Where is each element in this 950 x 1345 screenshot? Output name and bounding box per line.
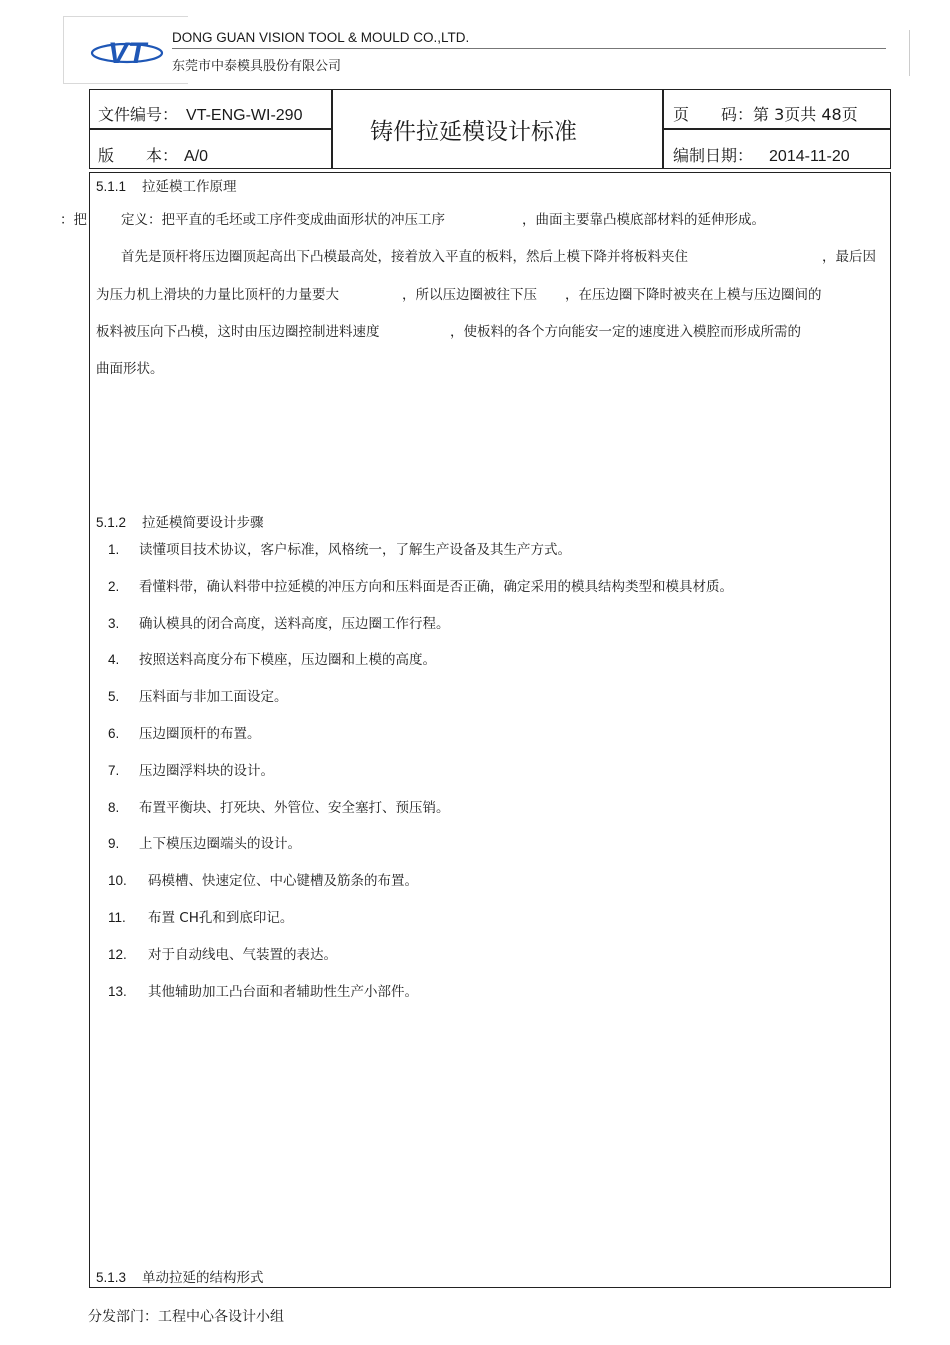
list-item-text: 压边圈顶杆的布置。 [139,726,261,742]
date-cell [673,143,850,166]
list-item-number: 5. [108,689,120,705]
list-item-text: 对于自动线电、气装置的表达。 [148,946,337,963]
list-item [108,943,337,963]
list-item-number: 7. [108,762,120,778]
company-name-english: DONG GUAN VISION TOOL & MOULD CO.,LTD. [172,30,470,45]
section-title: 拉延模简要设计步骤 [142,515,264,531]
section-heading-513 [96,1266,264,1286]
list-item-text: 布置平衡块、打死块、外管位、安全塞打、预压销。 [139,799,450,816]
list-item-number: 13. [108,983,127,999]
list-item-text: 读懂项目技术协议，客户标准，风格统一，了解生产设备及其生产方式。 [139,542,571,558]
page-edge-mark [909,30,910,76]
list-item-text: 确认模具的闭合高度，送料高度，压边圈工作行程。 [139,615,450,632]
version-cell [98,143,208,166]
company-name-chinese: 东莞市中泰模具股份有限公司 [172,59,342,74]
list-item-number: 9. [108,836,120,852]
list-item [108,575,733,595]
page-label: 页 码： [673,105,754,124]
document-header-table [89,89,891,169]
date-label: 编制日期： [673,146,754,165]
list-item [108,796,450,816]
list-item-number: 3. [108,615,120,631]
header-divider [331,90,333,168]
principle-line-1b: ，最后因 [822,249,876,265]
section-heading-512 [96,511,264,531]
section-title: 单动拉延的结构形式 [142,1270,264,1286]
date-value: 2014-11-20 [769,148,850,165]
principle-line-3b: ，使板料的各个方向能安一定的速度进入模腔而形成所需的 [450,324,801,340]
list-item [108,722,261,742]
letterhead-rule [172,48,886,49]
list-item-number: 12. [108,946,127,962]
list-item-text: 布置 CH孔和到底印记。 [148,910,294,926]
list-item-number: 6. [108,726,120,741]
principle-line-3a: 板料被压向下凸模，这时由压边圈控制进料速度 [96,324,380,340]
definition-text-b: ，曲面主要靠凸模底部材料的延伸形成。 [522,212,765,228]
list-item-text: 其他辅助加工凸台面和者辅助性生产小部件。 [148,983,418,1000]
company-logo [90,36,164,70]
list-item-text: 码模槽、快速定位、中心键槽及筋条的布置。 [148,873,418,890]
page-cell [673,102,858,125]
list-item [108,832,301,852]
list-item-number: 4. [108,652,120,668]
section-number: 5.1.3 [96,1270,127,1285]
principle-line-2a: 为压力机上滑块的力量比顶杆的力量要大 [96,287,339,303]
list-item-text: 上下模压边圈端头的设计。 [139,836,301,853]
page-value: 第 3页共 48页 [753,105,858,124]
list-item-number: 8. [108,799,120,815]
version-value: A/0 [184,148,209,165]
list-item [108,759,274,779]
header-divider [662,128,890,130]
section-title: 拉延模工作原理 [142,179,237,195]
list-item [108,869,418,889]
distribution-footer: 分发部门：工程中心各设计小组 [88,1309,284,1325]
logo-lettering: VT [107,37,147,70]
margin-fragment: ：把 [60,212,87,228]
doc-number-value: VT-ENG-WI-290 [186,107,303,124]
header-divider [90,128,331,130]
list-item [108,906,293,926]
list-item-number: 2. [108,578,120,594]
list-item [108,538,571,558]
principle-line-2b: ，所以压边圈被往下压 [402,287,537,303]
section-number: 5.1.2 [96,515,127,530]
principle-line-4: 曲面形状。 [96,361,164,377]
document-title: 铸件拉延模设计标准 [370,119,577,145]
version-label: 版 本： [98,146,179,165]
list-item-number: 1. [108,542,120,557]
section-heading-511 [96,175,237,195]
doc-number-cell [98,102,302,125]
list-item-text: 压边圈浮料块的设计。 [139,762,274,779]
list-item-text: 按照送料高度分布下模座，压边圈和上模的高度。 [139,652,436,669]
list-item-number: 11. [108,910,126,925]
list-item [108,685,288,705]
list-item [108,648,436,668]
list-item-text: 压料面与非加工面设定。 [139,689,288,706]
doc-number-label: 文件编号： [98,105,179,124]
principle-line-2c: ，在压边圈下降时被夹在上模与压边圈间的 [565,287,822,303]
list-item [108,980,418,1000]
list-item [108,612,450,632]
list-item-number: 10. [108,873,127,889]
list-item-text: 看懂料带，确认料带中拉延模的冲压方向和压料面是否正确，确定采用的模具结构类型和模具材质。 [139,578,733,595]
section-number: 5.1.1 [96,179,127,194]
definition-text-a: 定义：把平直的毛坯或工序件变成曲面形状的冲压工序 [121,212,445,228]
principle-line-1a: 首先是顶杆将压边圈顶起高出下凸模最高处，接着放入平直的板料，然后上模下降并将板料夹住 [121,249,688,265]
